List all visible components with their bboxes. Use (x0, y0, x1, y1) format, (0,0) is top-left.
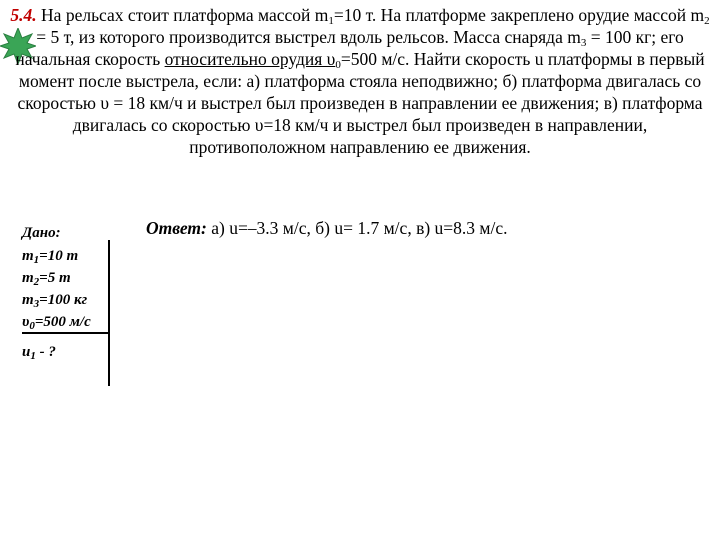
given-v0-sub: 0 (29, 320, 35, 332)
answer-label: Ответ: (146, 218, 207, 238)
problem-m3-sub: 3 (580, 37, 587, 49)
problem-text-3: = 5 т, из которого производится выстрел вдоль рельсов. Масса снаряда m (36, 27, 581, 47)
given-m2-value: =5 т (39, 270, 71, 286)
problem-m2-sub: 2 (704, 15, 710, 27)
problem-m1-sub: 1 (328, 15, 334, 27)
given-m1-sub: 1 (33, 254, 40, 266)
given-find-sub: 1 (30, 350, 36, 362)
given-find (22, 341, 108, 363)
given-m1 (22, 245, 108, 267)
given-m3-sub: 3 (33, 298, 40, 310)
given-divider-vertical (108, 240, 110, 386)
problem-text-5: =500 м/с. Найти скорость u платформы в первый момент после выстрела, если: а) платформа стояла неподвижно; б) платформа двигалась со скоростью υ = 18 км/ч и выстрел был произведен в направлении ее движения; в) платформа двигалась со скоростью υ=18 км/ч и выстрел был произведен в направлении, противоположном направлению ее движения. (17, 49, 705, 157)
given-v0-value: =500 м/с (34, 314, 91, 330)
given-m3-value: =100 кг (39, 292, 88, 308)
problem-text-2: =10 т. На платформе закреплено орудие массой m (333, 5, 705, 25)
given-m3 (22, 289, 108, 311)
given-m1-value: =10 т (39, 248, 79, 264)
given-m3-symbol: m (22, 292, 34, 308)
given-m2-symbol: m (22, 270, 34, 286)
given-v0-symbol: υ (22, 314, 30, 330)
problem-number: 5.4. (10, 5, 37, 25)
given-find-value: - ? (35, 344, 56, 360)
problem-underlined-text: относительно орудия υ (164, 49, 336, 69)
problem-v0-sub: 0 (335, 59, 341, 71)
answer-text: а) u=–3.3 м/с, б) u= 1.7 м/с, в) u=8.3 м/с. (206, 218, 508, 238)
given-title: Дано: (22, 225, 61, 241)
problem-underlined (165, 49, 341, 69)
given-find-symbol: u (22, 344, 31, 360)
problem-statement (10, 4, 710, 158)
given-v0 (22, 311, 108, 333)
problem-text-4: = 100 кг; его начальная скорость (15, 27, 684, 69)
answer-line (146, 217, 507, 239)
given-divider-horizontal (22, 332, 108, 334)
given-m1-symbol: m (22, 248, 34, 264)
given-m2 (22, 267, 108, 289)
given-block (22, 222, 108, 363)
problem-text-1: На рельсах стоит платформа массой m (36, 5, 329, 25)
given-m2-sub: 2 (33, 276, 40, 288)
